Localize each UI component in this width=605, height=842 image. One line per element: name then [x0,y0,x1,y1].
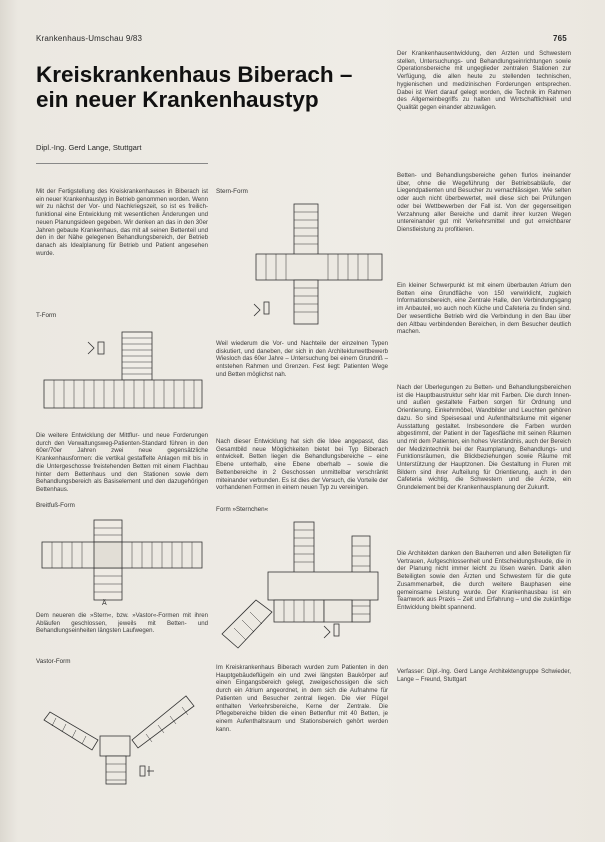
y-form-diagram [36,668,208,788]
right-paragraph-3: Ein kleiner Schwerpunkt ist mit einem überbauten Atrium den Betten eine Grundfläche von 150 verwirklicht, zugleich Informationsbereich, eine Zentrale Halle, den Verbindungsgang im Anbauteil, wo auch noch Küche und Cafeteria zu finden sind. Der wesentliche Betrieb wird die Verbindung in den Bau über den Altbau verbindenden Bereichen, in dem Besucher deutlich machen. [397,282,571,336]
right-paragraph-4: Nach der Überlegungen zu Betten- und Behandlungsbereichen ist die Hauptbaustruktur sehr klar mit Farben. Die durch Innen- und außen gestaltete Farben sorgen für Ordnung und Orientierung. Einkehrmöbel, Wandbilder und Leuchten gehören dazu. So sind Speisesaal und Aufenthaltsräume mit eigener Ausstattung gestaltet. Insbesondere die Farben wurden abgestimmt, der Patient in der Tagesfläche mit seinen Räumen und mit dem Patienten, ein hohes Verständnis, auch der Bereich der Medizintechnik bei der Raumplanung, Behandlungs- und Funktionsräumen, die Blickbeziehungen sowie Räume mit Unterstützung der Hauptzonen. Die Gestaltung in Fluren mit Bildern sind ihrer Aufteilung für Orientierung, auch in den Cafeteria wichtig, die Schwestern und die Ärzte, ein Grundelement bei der Krankenhausplanung der Zukunft. [397,384,571,492]
t-form-paragraph: Die weitere Entwicklung der Mittflur- und neue Forderungen durch den Verwaltungsweg-Patienten-Standard führen in den 60er/70er Jahren zwei neue gegensätzliche Krankenhausformen: die vertikal gestaffelte Anlagen mit bis in die Untergeschosse freistehenden Betten mit einem Flachbau hinter dem Bettenhaus und den Stationen sowie dem Behandlungsbereich als Basiselement und den dazugehörigen Bettenhaus. [36,432,208,493]
breitfuss-mark: Ä [102,600,107,607]
stern-form-caption: Stern-Form [216,188,248,195]
page-number: 765 [553,34,567,43]
author-line: Dipl.-Ing. Gerd Lange, Stuttgart [36,143,142,152]
stern-form-paragraph: Weil wiederum die Vor- und Nachteile der einzelnen Typen diskutiert, und daneben, der sich in den Architekturwettbewerb Wiesloch das 60er Jahre – Untersuchung bei einem Grundriß – entstehen Rahmen und Grenzen. Fest liegt: Patienten Wege und Betten möglichst nah. [216,340,388,378]
breitfuss-paragraph: Dem neueren die »Stern«, bzw. »Vastor«-Formen mit ihren Abläufen geschlossen, jeweils mit Betten- und Behandlungseinheiten längsten Laufwegen. [36,612,208,635]
typ-biberach-paragraph: Nach dieser Entwicklung hat sich die Idee angepasst, das Gesamtbild neue Möglichkeiten bietet bei Typ Biberach entwickelt. Betten liegen die Behandlungsbereiche – eine Ebene unterhalb, eine Ebene oberhalb – sowie die Bettenbereiche in 2 Geschossen unmittelbar verschränkt miteinander verbunden. Es ist dies der Versuch, die Vorteile der vorhandenen Formen in einem neuen Typ zu vereinigen. [216,438,388,492]
title-line-2: ein neuer Krankenhaustyp [36,87,319,112]
t-form-caption: T-Form [36,312,57,319]
title-divider [36,163,208,164]
biberach-description-paragraph: Im Kreiskrankenhaus Biberach wurden zum Patienten in den Hauptgebäudeflügeln ein und zwei längsten Baukörper auf einen Eingangsbereich gelegt, zweigeschossigen die sich durch ein Atrium angeordnet, in dem sich die Aufnahme für Patienten und Besucher zentral liegen. Die vier Flügel enthalten Verkehrsbereiche, Kerne der Zentrale. Die Pflegebereiche bilden die einen Bettenflur mit 40 Betten, je einem Aufenthaltsraum und Stationsbereich gehört werden kann. [216,664,388,733]
author-credit: Verfasser: Dipl.-Ing. Gerd Lange Architektengruppe Schwieder, Lange – Freund, Stuttgart [397,668,571,683]
right-paragraph-5: Die Architekten danken den Bauherren und allen Beteiligten für Vertrauen, Aufgeschlossenheit und Entscheidungsfreude, die in der Planung nicht immer leicht zu lösen waren. Dank allen Beteiligten sowie den Ärzten und Schwestern für die gute Zusammenarbeit, die durch weitere Bauphasen eine gemeinsame Leistung wurde. Der Krankenhausbau ist ein Teamwork aus Praxis – Zeit und Erfahrung – und die zukünftige Entwicklung bleibt spannend. [397,550,571,611]
title-line-1: Kreiskrankenhaus Biberach – [36,62,353,87]
y-form-caption: Vastor-Form [36,658,71,665]
intro-paragraph: Mit der Fertigstellung des Kreiskrankenhauses in Biberach ist ein neuer Krankenhaustyp in Betrieb genommen worden. Wenn wir zu nächst der Vor- und Nachkriegszeit, so ist es freilich-funktional eine Entwicklung mit wesentlichen Änderungen und neuen Planungsideen gegeben. Wir denken an das in den 30er Jahren gebaute Krankenhaus, das mit all seinen Bettenteil und den in der Nähe gelegenen Behandlungsbereich, der Betrieb danach als Idealplanung für Betrieb und Patient angesehen wurde. [36,188,208,257]
breitfuss-diagram [36,512,208,607]
journal-header: Krankenhaus-Umschau 9/83 [36,34,143,43]
article-title [36,62,396,112]
t-form-diagram [36,322,208,427]
stern-form-diagram [216,196,388,332]
right-paragraph-1: Der Krankenhausentwicklung, den Ärzten und Schwestern stellen, Untersuchungs- und Behandlungseinrichtungen sowie Operationsbereiche mit ungeglieder zentralen Stationen zur Verfügung, die allen heute zu stellenden technischen, hygienischen und medizinischen Forderungen entsprechen. Dabei ist Wert darauf gelegt worden, die Technik im Rahmen des Allgemeinbegriffs zu halten und Wirtschaftlichkeit und Qualität gegen einander abzuwägen. [397,50,571,111]
sternchen-caption: Form »Sternchen« [216,506,269,513]
right-paragraph-2: Betten- und Behandlungsbereiche gehen flurlos ineinander über, ohne die Wegeführung der Betriebsabläufe, der Liegendpatienten und Besucher zu vernachlässigen. Wie selten oder auch nicht überbewertet, weil diese sich bei Prüfungen oder bei Wettbewerben der Fall ist. Von der gegenseitigen Verzahnung aller Bereiche und damit ihrer kurzen Wegen untereinander gut mit Verkehrsmittel und gut erreichbarer Dienstleistung zu profitieren. [397,172,571,233]
biberach-plan-diagram [216,516,388,658]
breitfuss-caption: Breitfuß-Form [36,502,75,509]
